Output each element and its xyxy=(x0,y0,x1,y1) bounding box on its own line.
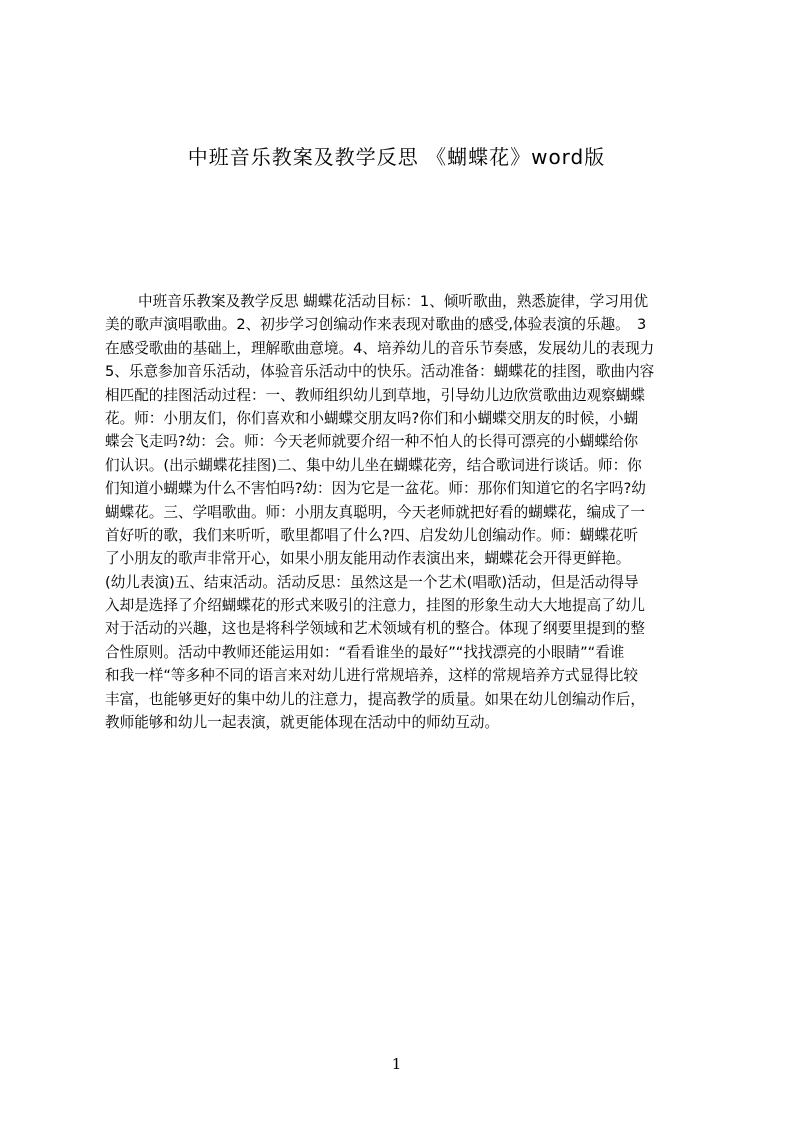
body-line: 蝶会飞走吗?幼：会。师：今天老师就要介绍一种不怕人的长得可漂亮的小蝴蝶给你 xyxy=(105,433,639,451)
document-title: 中班音乐教案及教学反思 《蝴蝶花》word版 xyxy=(187,145,606,169)
body-line: (幼儿表演)五、结束活动。活动反思：虽然这是一个艺术(唱歌)活动，但是活动得导 xyxy=(105,573,639,591)
body-line: 们知道小蝴蝶为什么不害怕吗?幼：因为它是一盆花。师：那你们知道它的名字吗?幼 xyxy=(105,480,646,498)
body-line: 首好听的歌，我们来听听，歌里都唱了什么?四、启发幼儿创编动作。师：蝴蝶花听 xyxy=(105,526,639,544)
body-line: 和我一样“等多种不同的语言来对幼儿进行常规培养，这样的常规培养方式显得比较 xyxy=(105,667,638,685)
body-line: 美的歌声演唱歌曲。2、初步学习创编动作来表现对歌曲的感受,体验表演的乐趣。 3 xyxy=(105,316,647,334)
body-line: 5、乐意参加音乐活动，体验音乐活动中的快乐。活动准备：蝴蝶花的挂图，歌曲内容 xyxy=(105,363,655,381)
body-line: 中班音乐教案及教学反思 蝴蝶花活动目标：1、倾听歌曲，熟悉旋律，学习用优 xyxy=(138,293,649,310)
body-line: 蝴蝶花。三、学唱歌曲。师：小朋友真聪明，今天老师就把好看的蝴蝶花，编成了一 xyxy=(105,503,645,521)
body-line: 教师能够和幼儿一起表演，就更能体现在活动中的师幼互动。 xyxy=(105,714,500,732)
body-line: 相匹配的挂图活动过程：一、教师组织幼儿到草地，引导幼儿边欣赏歌曲边观察蝴蝶 xyxy=(105,386,645,404)
body-line: 了小朋友的歌声非常开心，如果小朋友能用动作表演出来，蝴蝶花会开得更鲜艳。 xyxy=(105,550,631,568)
body-line: 丰富，也能够更好的集中幼儿的注意力，提高教学的质量。如果在幼儿创编动作后， xyxy=(105,690,645,708)
body-line: 们认识。(出示蝴蝶花挂图)二、集中幼儿坐在蝴蝶花旁，结合歌词进行谈话。师：你 xyxy=(105,456,642,474)
body-line: 在感受歌曲的基础上，理解歌曲意境。4、培养幼儿的音乐节奏感，发展幼儿的表现力 xyxy=(105,339,655,357)
document-body xyxy=(105,290,700,734)
body-line: 合性原则。活动中教师还能运用如：“看看谁坐的最好”“找找漂亮的小眼睛”“看谁 xyxy=(105,643,625,661)
body-line: 对于活动的兴趣，这也是将科学领域和艺术领域有机的整合。体现了纲要里提到的整 xyxy=(105,620,645,638)
page-number: 1 xyxy=(391,1055,402,1073)
body-line: 入却是选择了介绍蝴蝶花的形式来吸引的注意力，挂图的形象生动大大地提高了幼儿 xyxy=(105,597,645,615)
body-line: 花。师：小朋友们，你们喜欢和小蝴蝶交朋友吗?你们和小蝴蝶交朋友的时候，小蝴 xyxy=(105,409,639,427)
